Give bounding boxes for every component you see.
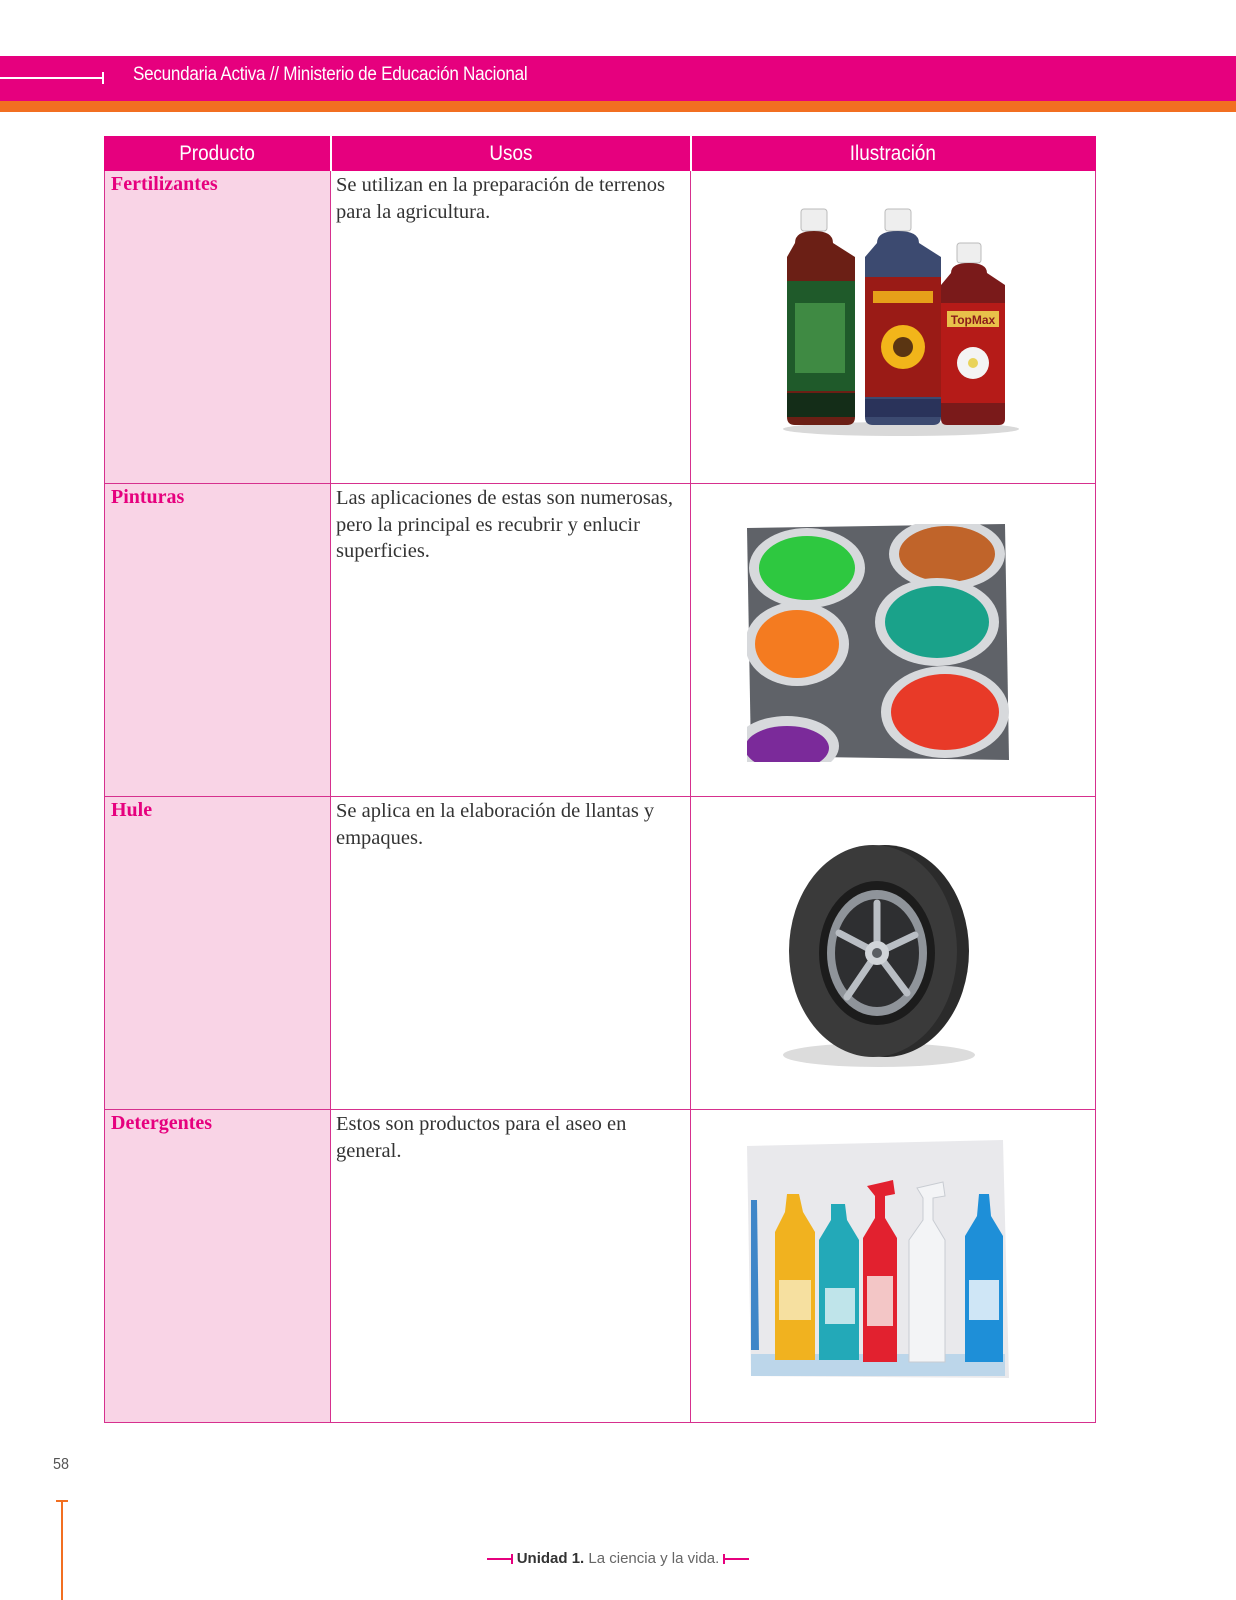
header-rule: [0, 77, 104, 79]
products-table: [104, 136, 1096, 1423]
table-row: [105, 797, 1096, 1110]
footer-rule-right: [723, 1558, 749, 1560]
footer-rule-left: [487, 1558, 513, 1560]
product-name: Pinturas: [111, 486, 185, 508]
paint-cans-image: [747, 524, 1009, 762]
footer-unit: Unidad 1.: [516, 1550, 585, 1567]
footer: [0, 1550, 1236, 1567]
page-number: 58: [53, 1456, 70, 1473]
illustration-cell: [691, 484, 1096, 797]
detergent-bottles-image: [747, 1140, 1009, 1382]
product-name: Hule: [111, 799, 153, 821]
uses-cell: [331, 797, 691, 1110]
table-row: [105, 171, 1096, 484]
table-row: [105, 484, 1096, 797]
svg-text:TopMax: TopMax: [950, 313, 996, 327]
uses-text: Se utilizan en la preparación de terrenos para la agricultura.: [336, 174, 665, 223]
uses-cell: [331, 1110, 691, 1423]
illustration-cell: [691, 171, 1096, 484]
fertilizer-bottles-image: [781, 207, 1021, 437]
tire-image: [779, 841, 979, 1069]
column-header-uses: Usos: [331, 137, 691, 171]
uses-cell: [331, 171, 691, 484]
product-name: Fertilizantes: [111, 173, 218, 195]
uses-text: Estos son productos para el aseo en general.: [336, 1113, 627, 1162]
header-rule-tick: [102, 72, 104, 84]
illustration-cell: [691, 1110, 1096, 1423]
header-stripe: [0, 101, 1236, 112]
product-cell: [105, 484, 331, 797]
margin-rule-tick: [56, 1500, 68, 1502]
column-header-product: Producto: [105, 137, 331, 171]
table-header-row: [105, 137, 1096, 171]
product-cell: [105, 1110, 331, 1423]
product-name: Detergentes: [111, 1112, 213, 1134]
uses-text: Se aplica en la elaboración de llantas y empaques.: [336, 800, 655, 849]
footer-title: La ciencia y la vida.: [588, 1550, 720, 1567]
illustration-cell: [691, 797, 1096, 1110]
product-cell: [105, 797, 331, 1110]
uses-text: Las aplicaciones de estas son numerosas, pero la principal es recubrir y enlucir superficies.: [336, 487, 674, 562]
column-header-illustration: Ilustración: [691, 137, 1096, 171]
running-header: Secundaria Activa // Ministerio de Educación Nacional: [133, 64, 528, 85]
table-row: [105, 1110, 1096, 1423]
uses-cell: [331, 484, 691, 797]
product-cell: [105, 171, 331, 484]
